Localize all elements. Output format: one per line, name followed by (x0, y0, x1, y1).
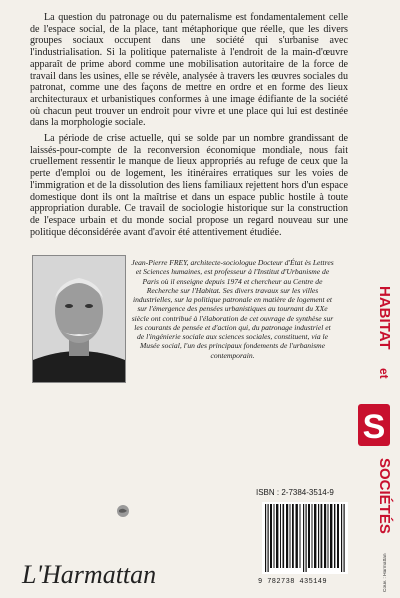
blurb-paragraph: La période de crise actuelle, qui se solde par un nombre grandissant de laissés-pour-compte de la reconversion économique mondiale, nous fait cruellement ressentir le manque de lieux appropriés au refuge de ceux que la perte d'emploi ou de logement, les itinéraires erratiques sur les voies de l'immigration et de la dissolution des liens familiaux rejettent hors d'un espace domestique dont ils ont la maîtrise et dans un espace public hostile à toute appropriation durable. Ce travail de sociologie historique sur la construction de l'espace urbain et du monde social propose un regard nouveau sur une politique déconsidérée avant d'avoir été attentivement étudiée. (30, 133, 348, 238)
globe-icon (116, 504, 130, 518)
bio-text: Jean-Pierre FREY, architecte-sociologue Docteur d'État ès Lettres et Sciences humaines, est professeur à l'Institut d'Urbanisme de Paris où il enseigne depuis 1974 et chercheur au Centre de Recherche sur l'Habitat. Ses divers travaux sur les villes industrielles, sur la politique patronale en matière de logement et sur l'émergence des pensées urbanistiques au tournant du XXe siècle ont contribué à l'élaboration de cet ouvrage de synthèse sur les courants de pensée et d'action qui, du patronage industriel et de l'ingénierie sociale aux sciences sociales, constituent, via le Musée social, l'un des principaux fondements de l'urbanisme contemporain. (131, 258, 334, 360)
barcode (262, 502, 348, 574)
blurb (30, 12, 348, 242)
series-letter: S (362, 408, 386, 446)
author-photo (32, 255, 126, 383)
series-connector: et (377, 368, 391, 379)
publisher-logo: L'Harmattan (22, 560, 157, 589)
blurb-paragraph: La question du patronage ou du paternalisme est fondamentalement celle de l'espace social, de la place, tant métaphorique que réelle, que les divers groupes sociaux occupent dans une société qui s'urbanise avec l'industrialisation. Si la politique paternaliste à l'endroit de la main-d'œuvre apparaît de prime abord comme une mobilisation autoritaire de la force de travail dans les usines, elle se révèle, analysée à travers les œuvres sociales du patronat, comme une des façons de mettre en ordre et en forme des lieux architecturaux et urbanistiques conformes à une image édifiante de la société où chacun peut trouver un endroit pour vivre et une place qui lui est destinée dans la morphologie sociale. (30, 12, 348, 129)
cover-credit: Couv. : Harmattan (383, 553, 388, 592)
isbn: ISBN : 2-7384-3514-9 (256, 488, 334, 497)
series-word-1: HABITAT (376, 286, 393, 350)
series-word-2: SOCIÉTÉS (376, 458, 393, 534)
author-bio (130, 258, 335, 360)
barcode-digits: 9 782738 435149 (258, 578, 328, 586)
